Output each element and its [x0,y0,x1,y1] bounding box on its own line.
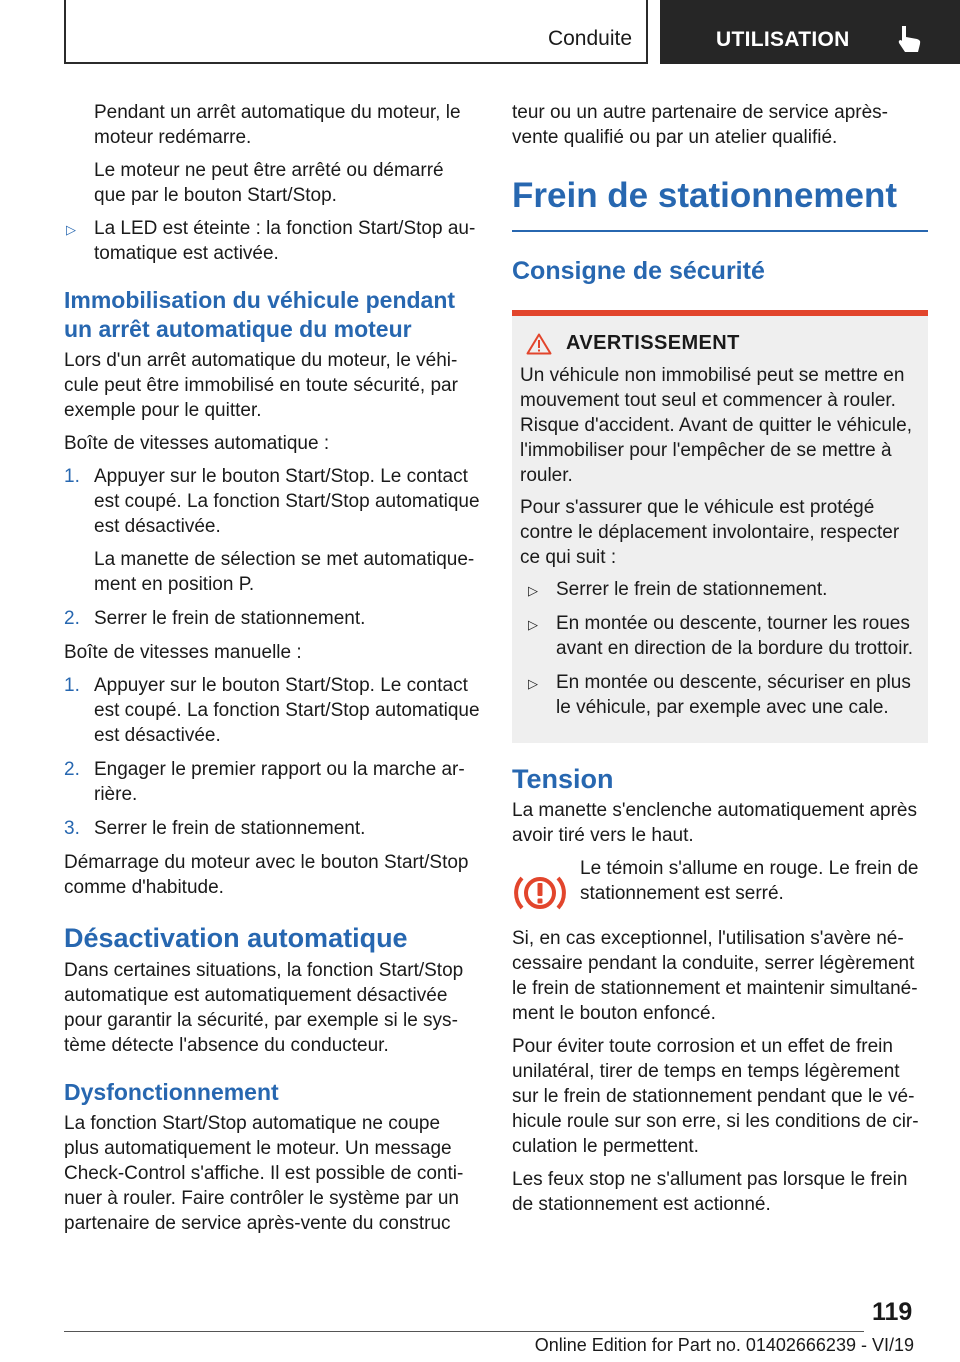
paragraph: Pour éviter toute corrosion et un effet de frein unilatéral, tirer de temps en temps légèrement sur le frein de stationnement pendant que le véhicule roule sur son erre, si les conditions de circulation le permettent. [512,1036,919,1157]
header-chapter-tab [660,0,960,64]
header-section-label: Conduite [547,27,632,50]
list-item-extra: La manette de sélection se met automatiquement en position P. [94,549,475,595]
section-heading: Tension [512,764,614,794]
triangle-bullet-icon: ▷ [528,583,538,598]
section-heading: Immobilisation du véhicule pendant un arrêt automatique du moteur [64,287,456,342]
list-item-text: La LED est éteinte : la fonction Start/Stop automatique est activée. [94,218,476,264]
right-column [512,100,928,1225]
paragraph: Le moteur ne peut être arrêté ou démarré que par le bouton Start/Stop. [94,160,444,206]
list-item [64,757,480,807]
list-item [526,670,920,720]
paragraph: La fonction Start/Stop automatique ne coupe plus automatiquement le moteur. Un message Check-Control s'affiche. Il est possible de continuer à rouler. Faire contrôler le système par un partenaire de service après-vente du construc [64,1113,464,1234]
list-item [64,673,480,748]
list-item [64,816,480,841]
step-number: 2. [64,759,80,780]
footer-edition: Online Edition for Part no. 01402666239 - VI/19 [534,1335,914,1355]
list-item-text: En montée ou descente, sécuriser en plus le véhicule, par exemple avec une cale. [556,672,911,718]
pointing-hand-icon [896,24,922,54]
header-chapter-label: UTILISATION [716,28,850,51]
warning-title-row [520,332,920,355]
paragraph: Boîte de vitesses automatique : [64,433,330,454]
section-heading: Désactivation automatique [64,923,408,953]
section-heading: Consigne de sécurité [512,257,765,285]
footer-divider [64,1331,864,1332]
paragraph: teur ou un autre partenaire de service après-vente qualifié ou par un atelier qualifié. [512,102,888,148]
header-section-tab [64,0,648,64]
warning-text: Pour s'assurer que le véhicule est protégé contre le déplacement involontaire, respecter ce qui suit : [520,497,900,568]
triangle-bullet-icon: ▷ [528,617,538,632]
step-number: 3. [64,818,80,839]
triangle-bullet-icon: ▷ [528,676,538,691]
warning-triangle-icon [526,333,552,355]
left-column [64,100,480,1244]
chapter-heading: Frein de stationnement [512,176,928,232]
tension-section [512,765,928,1217]
list-item-text: En montée ou descente, tourner les roues avant en direction de la bordure du trottoir. [556,613,914,659]
list-item-text: Engager le premier rapport ou la marche arrière. [94,759,465,805]
parking-brake-warning-icon [514,870,566,916]
step-number: 1. [64,466,80,487]
paragraph: Pendant un arrêt automatique du moteur, le moteur redémarre. [94,102,461,148]
paragraph: Démarrage du moteur avec le bouton Start/Stop comme d'habitude. [64,852,469,898]
triangle-bullet-icon: ▷ [66,222,76,237]
list-item-text: Serrer le frein de stationnement. [556,579,828,600]
indicator-text: Le témoin s'allume en rouge. Le frein de stationnement est serré. [580,858,919,904]
warning-box [512,310,928,743]
list-item [526,577,920,602]
paragraph: Les feux stop ne s'allument pas lorsque le frein de stationnement est actionné. [512,1169,908,1215]
list-item [64,464,480,597]
indicator-row [512,856,928,916]
list-item-text: Serrer le frein de stationnement. [94,608,366,629]
list-item-text: Appuyer sur le bouton Start/Stop. Le contact est coupé. La fonction Start/Stop automatique est désactivée. [94,675,480,746]
list-item-text: Appuyer sur le bouton Start/Stop. Le contact est coupé. La fonction Start/Stop automatique est désactivée. [94,466,480,537]
step-number: 1. [64,675,80,696]
list-item [526,611,920,661]
warning-text: Un véhicule non immobilisé peut se mettre en mouvement tout seul et commencer à rouler. Risque d'accident. Avant de quitter le véhicule, l'immobiliser pour l'empêcher de se mettre à rouler. [520,365,912,486]
paragraph: Lors d'un arrêt automatique du moteur, le véhicule peut être immobilisé en toute sécurité, par exemple pour le quitter. [64,350,458,421]
list-item-text: Serrer le frein de stationnement. [94,818,366,839]
step-number: 2. [64,608,80,629]
paragraph: Boîte de vitesses manuelle : [64,642,302,663]
paragraph: Dans certaines situations, la fonction Start/Stop automatique est automatiquement désactivée pour garantir la sécurité, par exemple si le système détecte l'absence du conducteur. [64,960,464,1056]
list-item [64,606,480,631]
paragraph: La manette s'enclenche automatiquement après avoir tiré vers le haut. [512,800,917,846]
section-heading: Dysfonctionnement [64,1079,279,1105]
paragraph: Si, en cas exceptionnel, l'utilisation s'avère nécessaire pendant la conduite, serrer légèrement le frein de stationnement et maintenir simultanément le bouton enfoncé. [512,928,918,1024]
list-item [64,216,480,266]
page-number: 119 [872,1298,913,1326]
warning-title: AVERTISSEMENT [566,332,740,354]
